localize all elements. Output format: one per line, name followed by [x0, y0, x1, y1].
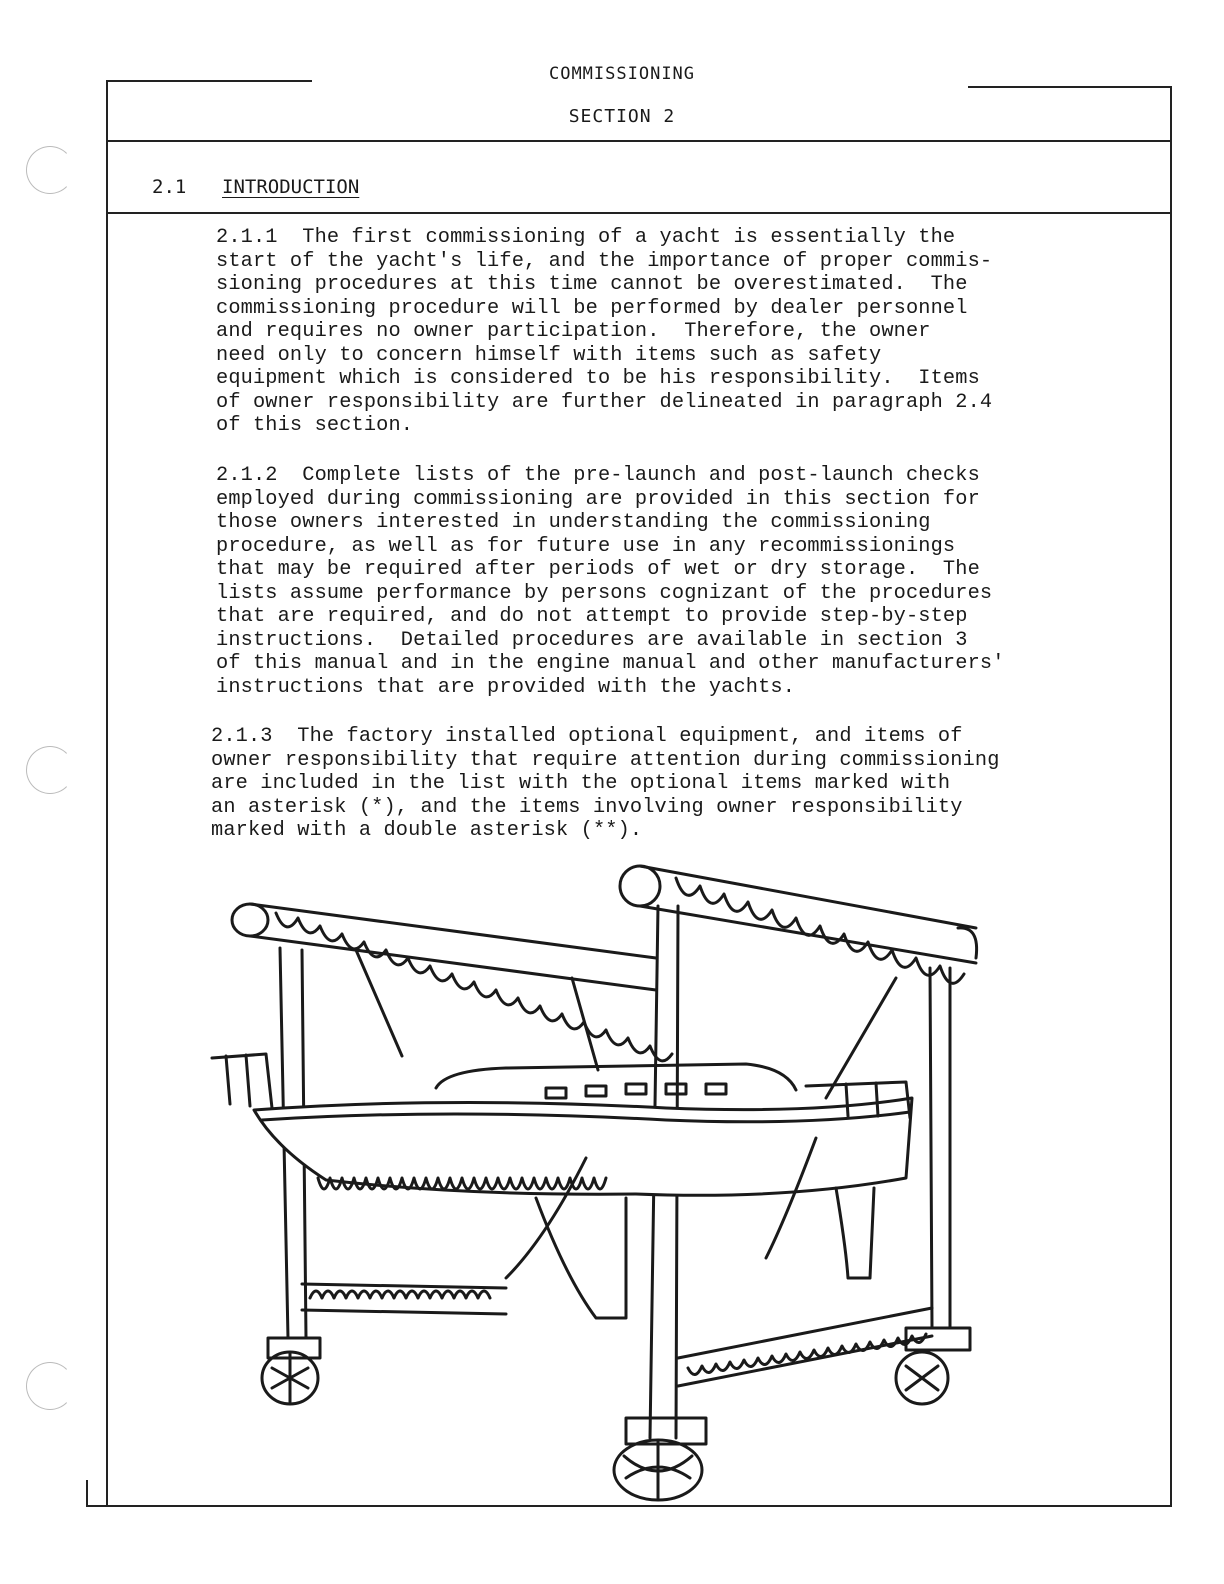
lower-side-beams: [302, 1284, 932, 1386]
intro-heading: INTRODUCTION: [222, 176, 360, 198]
paragraph-2-1-3: 2.1.3 The factory installed optional equipment, and items of owner responsibility that require attention during commissioning are included in the list with the optional items marked with an asterisk (*), and the items involving owner responsibility marked with a double asterisk (**).: [211, 725, 1000, 842]
intro-separator: [106, 212, 1172, 214]
intro-section-number: 2.1: [152, 176, 187, 198]
left-rear-post: [262, 948, 320, 1404]
running-title: COMMISSIONING: [548, 64, 696, 84]
binder-hole: [26, 746, 74, 794]
front-top-beam: [620, 866, 977, 983]
binder-hole: [26, 146, 74, 194]
binder-hole: [26, 1362, 74, 1410]
frame-left-border: [106, 80, 108, 1505]
front-center-post: [614, 906, 706, 1500]
sailboat-hull: [212, 1054, 912, 1318]
header-separator: [106, 140, 1172, 142]
paragraph-2-1-2: 2.1.2 Complete lists of the pre-launch and post-launch checks employed during commissioning are provided in this section for those owners interested in understanding the commissioning procedure, as well as for future use in any recommissionings that may be required after periods of wet or dry storage. The lists assume performance by persons cognizant of the procedures that are required, and do not attempt to provide step-by-step instructions. Detailed procedures are available in section 3 of this manual and in the engine manual and other manufacturers' instructions that are provided with the yachts.: [216, 464, 1005, 699]
right-rear-post: [896, 968, 970, 1404]
paragraph-2-1-1: 2.1.1 The first commissioning of a yacht is essentially the start of the yacht's life, and the importance of proper commis- sioning procedures at this time cannot be overestimated. The commissioning procedure will be performed by dealer personnel and requires no owner participation. Therefore, the owner need only to concern himself with items such as safety equipment which is considered to be his responsibility. Items of owner responsibility are further delineated in paragraph 2.4 of this section.: [216, 226, 993, 437]
frame-right-border: [1170, 86, 1172, 1506]
rear-top-beam: [232, 904, 672, 1061]
section-title: SECTION 2: [568, 106, 676, 127]
boat-travel-lift-illustration: [206, 858, 996, 1508]
header-rule-right: [968, 86, 1172, 88]
frame-left-lower: [86, 1480, 88, 1505]
